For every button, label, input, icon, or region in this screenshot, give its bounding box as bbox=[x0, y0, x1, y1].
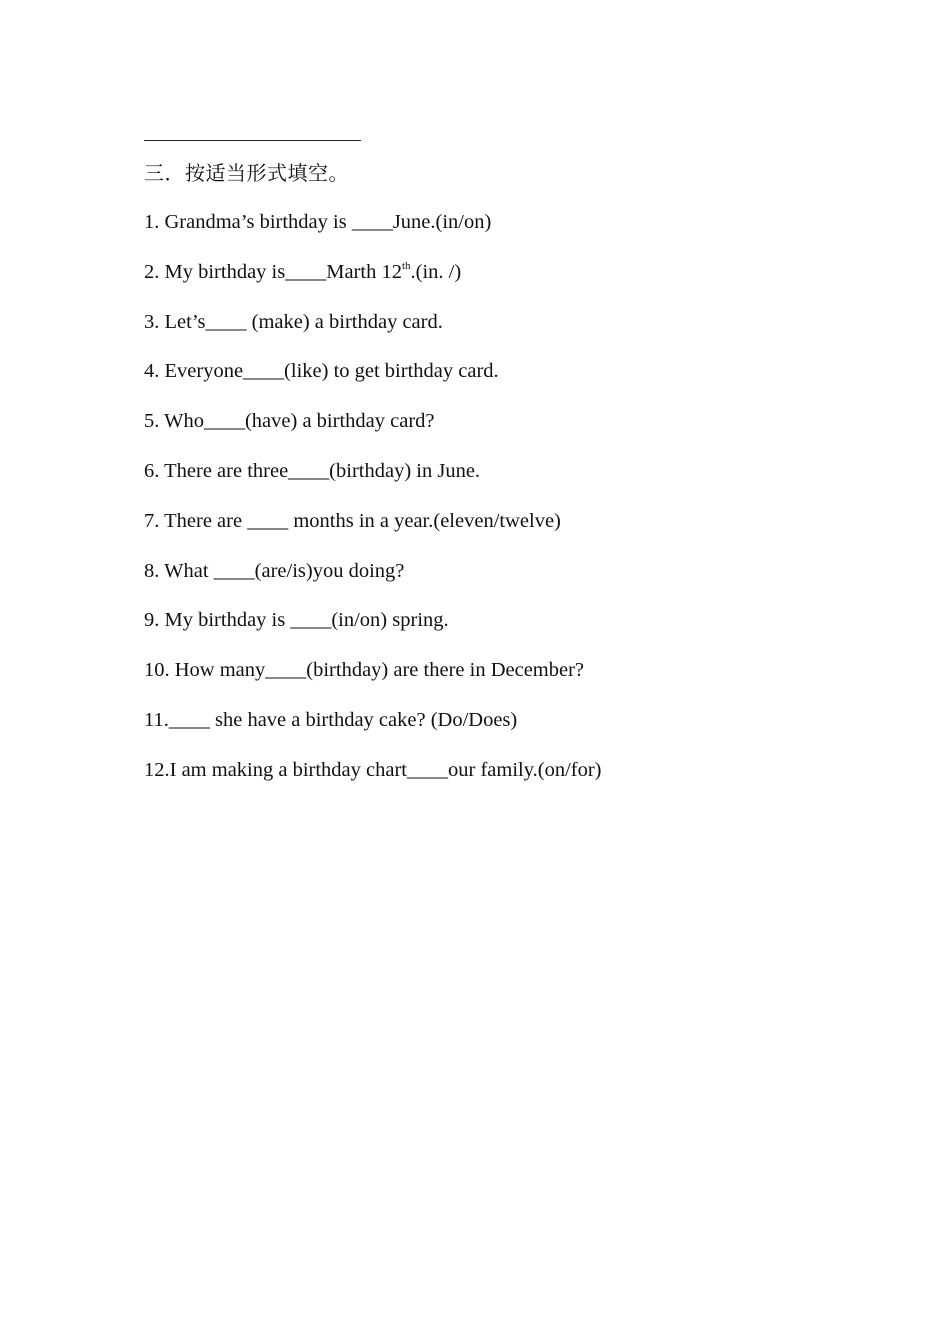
question-item: 3. Let’s____ (make) a birthday card. bbox=[144, 310, 443, 333]
question-item: 5. Who____(have) a birthday card? bbox=[144, 410, 435, 433]
section-title: 三．按适当形式填空。 bbox=[144, 161, 349, 185]
question-item: 4. Everyone____(like) to get birthday card. bbox=[144, 360, 499, 383]
question-item: 12.I am making a birthday chart____our family.(on/for) bbox=[144, 758, 602, 781]
question-item: 11.____ she have a birthday cake? (Do/Does) bbox=[144, 708, 518, 731]
question-item: 6. There are three____(birthday) in June. bbox=[144, 459, 481, 482]
question-item bbox=[144, 257, 602, 307]
question-item: 8. What ____(are/is)you doing? bbox=[144, 559, 405, 582]
question-text-end: .(in. /) bbox=[410, 260, 462, 283]
question-item: 7. There are ____ months in a year.(eleven/twelve) bbox=[144, 509, 561, 532]
question-item: 9. My birthday is ____(in/on) spring. bbox=[144, 609, 449, 632]
top-divider-line bbox=[144, 140, 361, 141]
question-list bbox=[144, 207, 602, 805]
question-item: 1. Grandma’s birthday is ____June.(in/on) bbox=[144, 211, 492, 233]
ordinal-superscript: th bbox=[401, 259, 411, 272]
question-item: 10. How many____(birthday) are there in December? bbox=[144, 659, 585, 682]
question-text: 2. My birthday is____Marth 12 bbox=[144, 260, 402, 283]
